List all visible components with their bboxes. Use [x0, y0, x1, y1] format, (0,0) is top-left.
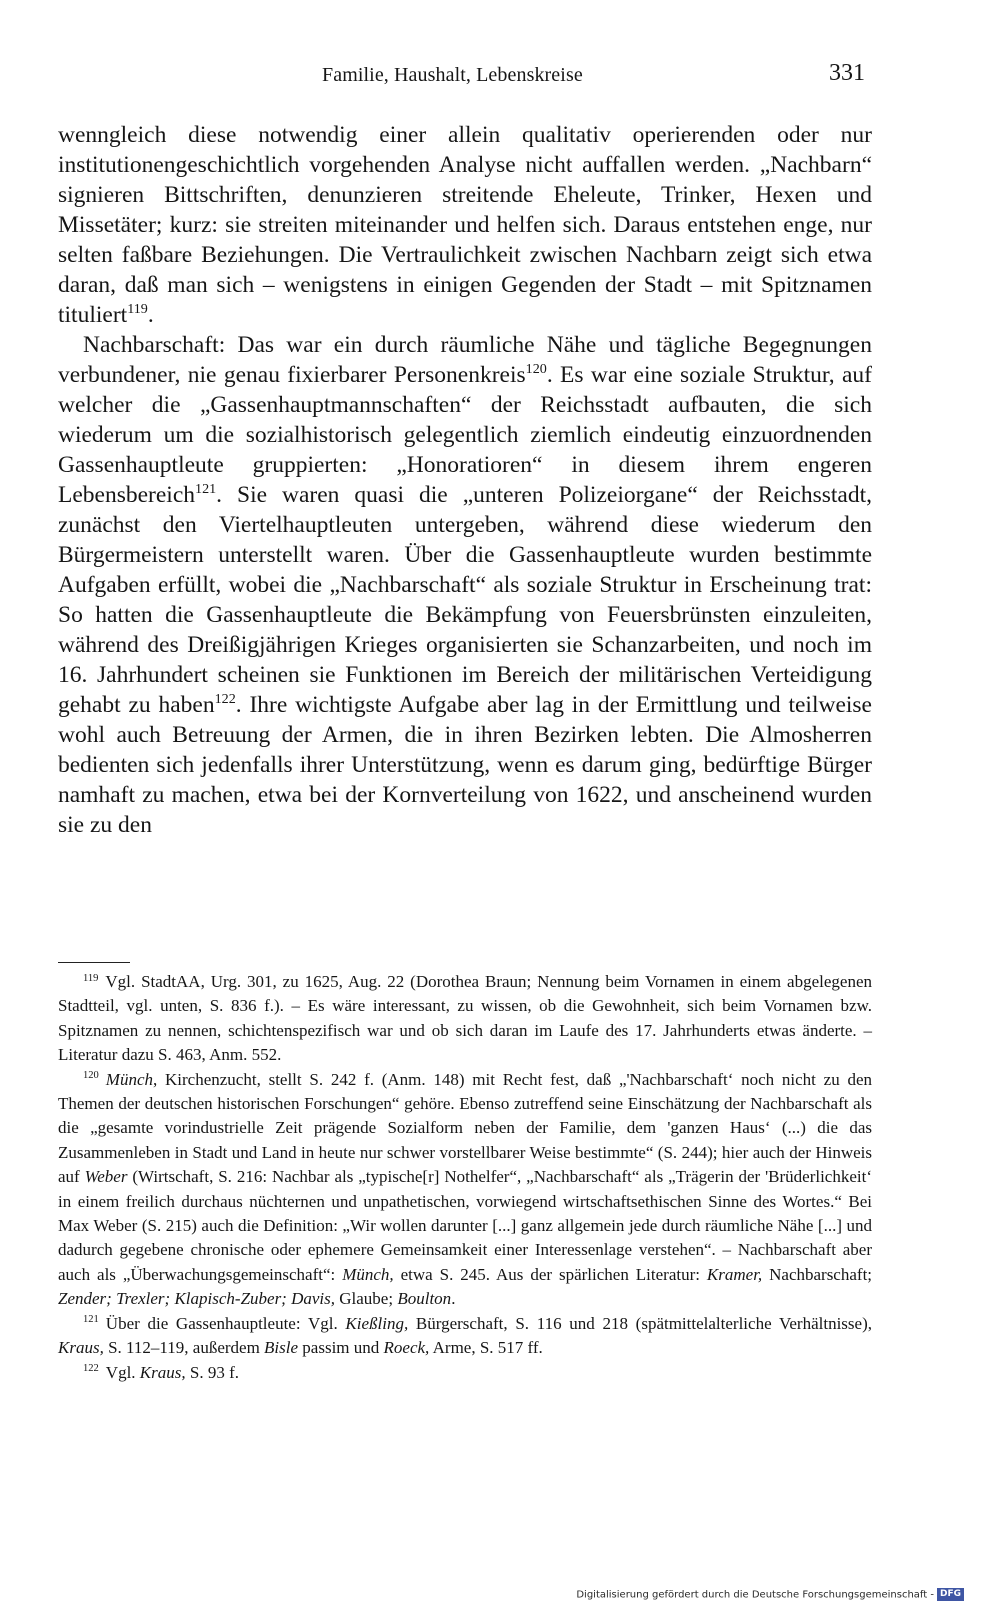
footnote-121	[58, 1312, 872, 1361]
footnote-text: Vgl.	[105, 1362, 140, 1382]
footnote-text: passim und	[298, 1338, 384, 1358]
paragraph-1-text: wenngleich diese notwendig einer allein qualitativ operierenden oder nur institutionengeschichtlich vorgehenden Analyse nicht auffallen werden. „Nachbarn“ signieren Bittschriften, denunzieren streitende Eheleute, Trinker, Hexen und Missetäter; kurz: sie streiten miteinander und helfen sich. Daraus entstehen enge, nur selten faßbare Beziehungen. Die Vertraulichkeit zwischen Nachbarn zeigt sich etwa daran, daß man sich – wenigstens in einigen Gegenden der Stadt – mit Spitznamen tituliert	[58, 122, 872, 328]
author-name: Weber	[84, 1167, 128, 1187]
footnote-number: 120	[83, 1070, 99, 1082]
footnote-120	[58, 1068, 872, 1312]
footnote-text: Vgl. StadtAA, Urg. 301, zu 1625, Aug. 22 (Dorothea Braun; Nennung beim Vornamen in einem abgelegenen Stadtteil, vgl. unten, S. 836 f.). – Es wäre interessant, zu wissen, ob die Gewohnheit, sich beim Vornamen bzw. Spitznamen zu nennen, schichtenspezifisch war und ob sich daran im Laufe des 17. Jahrhunderts etwas änderte. – Literatur dazu S. 463, Anm. 552.	[58, 972, 872, 1065]
footnote-text: etwa S. 245. Aus der spärlichen Literatur:	[393, 1264, 707, 1284]
paragraph-2-text-c: . Sie waren quasi die „unteren Polizeiorgane“ der Reichsstadt, zunächst den Viertelhauptleuten untergeben, während diese wiederum den Bürgermeistern unterstellt waren. Über die Gassenhauptleute wurden bestimmte Aufgaben erfüllt, wobei die „Nachbarschaft“ als soziale Struktur in Erscheinung trat: So hatten die Gassenhauptleute die Bekämpfung von Feuersbrünsten einzuleiten, während des Dreißigjährigen Krieges organisierten sie Schanzarbeiten, und noch im 16. Jahrhundert scheinen sie Funktionen im Bereich der militärischen Verteidigung gehabt zu haben	[58, 482, 872, 718]
footnote-119	[58, 970, 872, 1068]
main-text	[58, 120, 872, 840]
footnote-ref-120[interactable]: 120	[525, 360, 547, 377]
paragraph-2-text-b: . Es war eine soziale Struktur, auf welcher die „Gassenhauptmannschaften“ der Reichsstadt aufbauten, die sich wiederum um die sozialhistorisch gelegentlich ziemlich eindeutig einzuordnenden Gassenhauptleute gruppierten: „Honoratioren“ in diesem ihrem engeren Lebensbereich	[58, 362, 872, 508]
author-name: Bisle	[264, 1338, 299, 1358]
dfg-logo: DFG	[937, 1588, 964, 1601]
author-name: Münch,	[342, 1264, 394, 1284]
author-name: Boulton	[397, 1289, 452, 1309]
footnotes	[58, 970, 872, 1385]
digitization-credit	[576, 1588, 964, 1601]
footnote-ref-119[interactable]: 119	[127, 300, 148, 317]
author-name: Kraus,	[58, 1338, 104, 1358]
footnote-number: 121	[83, 1314, 99, 1326]
footnote-text: (Wirtschaft, S. 216: Nachbar als „typische[r] Nothelfer“, „Nachbarschaft“ als „Trägerin der 'Brüderlichkeit‘ in einem freilich durchaus nüchternen und unpathetischen, vorwiegend wirtschaftsethischen Sinne des Wortes.“ Bei Max Weber (S. 215) auch die Definition: „Wir wollen darunter [...] ganz allgemein jede durch räumliche Nähe [...] und dadurch gegebene chronische oder ephemere Gemeinsamkeit einer Interessenlage verstehen“. – Nachbarschaft aber auch als „Überwachungsgemeinschaft“:	[58, 1167, 873, 1284]
footnote-text: Glaube;	[335, 1289, 398, 1309]
footnote-text: Über die Gassenhauptleute: Vgl.	[105, 1313, 346, 1333]
author-name: Kraus,	[139, 1362, 186, 1382]
footnote-text: , Kirchenzucht, stellt S. 242 f. (Anm. 148) mit Recht fest, daß „'Nachbarschaft‘ noch nicht zu den Themen der deutschen historischen Forschungen“ gehöre. Ebenso zutreffend seine Einschätzung der Nachbarschaft als die „gesamte vorindustrielle Zeit prägende Sozialform neben der Familie, dem 'ganzen Haus‘ (...) die das Zusammenleben in Stadt und Land in heute nur schwer vorstellbarer Weise bestimmte“ (S. 244); hier auch der Hinweis auf	[58, 1069, 872, 1187]
author-name: Kramer,	[706, 1264, 763, 1284]
author-name: Kießling,	[345, 1313, 409, 1333]
author-name: Zender; Trexler; Klapisch-Zuber; Davis,	[58, 1289, 336, 1309]
footnote-divider	[58, 962, 130, 963]
author-name: Münch	[105, 1069, 154, 1089]
footnote-number: 119	[83, 972, 99, 984]
footnote-ref-122[interactable]: 122	[214, 690, 236, 707]
author-name: Roeck,	[383, 1338, 430, 1358]
footnote-text: S. 93 f.	[185, 1362, 239, 1382]
paragraph-2-text-d: . Ihre wichtigste Aufgabe aber lag in der Ermittlung und teilweise wohl auch Betreuung der Armen, die in ihren Bezirken lebten. Die Almosherren bedienten sich jedenfalls ihrer Unterstützung, wenn es darum ging, bedürftige Bürger namhaft zu machen, etwa bei der Kornverteilung von 1622, und anscheinend wurden sie zu den	[58, 692, 872, 838]
running-header: Familie, Haushalt, Lebenskreise	[322, 64, 583, 86]
footnote-text: Bürgerschaft, S. 116 und 218 (spätmittelalterliche Verhältnisse),	[408, 1313, 872, 1333]
paragraph-1-end: .	[147, 302, 154, 328]
footnote-text: .	[451, 1289, 456, 1309]
footnote-122	[58, 1361, 872, 1385]
paragraph-2-text-a: Nachbarschaft: Das war ein durch räumliche Nähe und tägliche Begegnungen verbundener, nie genau fixierbarer Personenkreis	[58, 332, 872, 388]
page-number: 331	[829, 60, 865, 86]
paragraph-1	[58, 120, 872, 330]
footnote-text: Nachbarschaft;	[762, 1264, 873, 1284]
footnote-number: 122	[83, 1363, 99, 1375]
footnote-ref-121[interactable]: 121	[195, 480, 217, 497]
paragraph-2	[58, 330, 872, 840]
footnote-text: S. 112–119, außerdem	[103, 1338, 265, 1358]
digitization-credit-text: Digitalisierung gefördert durch die Deutsche Forschungsgemeinschaft -	[576, 1589, 934, 1601]
footnote-text: Arme, S. 517 ff.	[429, 1338, 543, 1358]
